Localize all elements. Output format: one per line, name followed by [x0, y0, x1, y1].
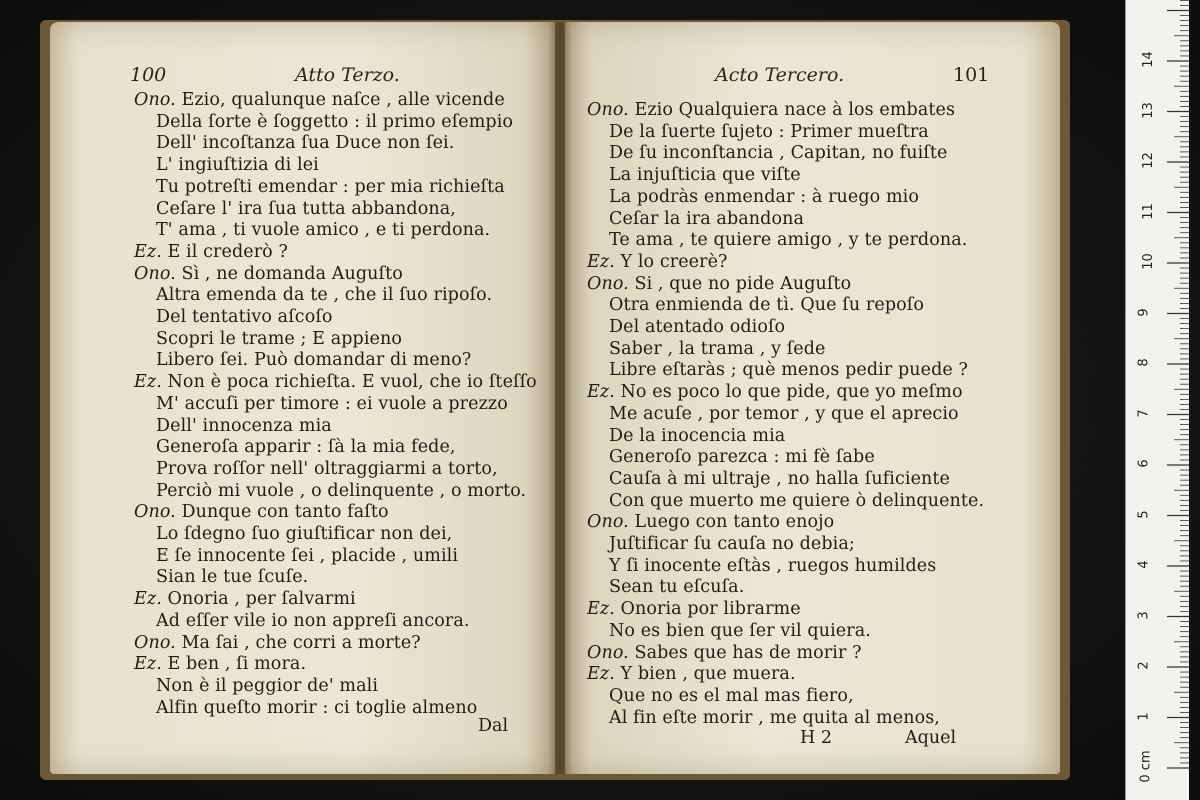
speaker-label: Ez.	[587, 251, 615, 272]
verse-text: Sabes que has de morir ?	[628, 642, 862, 663]
verse-text: Y bien , que muera.	[614, 664, 796, 685]
text-line	[156, 611, 470, 631]
verse-text: Generoſo parezca : mi fè ſabe	[609, 447, 875, 468]
ruler-label: 14	[1140, 51, 1156, 68]
verse-text: Sean tu eſcuſa.	[609, 577, 745, 598]
speaker-label: Ono.	[134, 90, 176, 110]
text-line	[587, 382, 963, 402]
text-line	[156, 177, 505, 197]
text-line	[609, 491, 984, 511]
verse-text: Del atentado odioſo	[609, 317, 786, 337]
text-line	[156, 546, 458, 566]
verse-text: No es poco lo que pide, que yo meſmo	[614, 382, 963, 403]
verse-text: Lo ſdegno ſuo giuſtificar non dei,	[156, 524, 453, 544]
right-signature-mark: H 2	[800, 728, 832, 748]
text-line	[156, 416, 332, 436]
text-line	[609, 447, 875, 467]
text-line	[609, 426, 785, 446]
verse-text: Con que muerto me quiere ò delinquente.	[609, 490, 985, 511]
verse-text: No es bien que ſer vil quiera.	[609, 620, 871, 641]
right-catchword: Aquel	[905, 728, 957, 748]
verse-text: Dell' incoſtanza ſua Duce non ſei.	[156, 133, 455, 154]
verse-text: Della ſorte è ſoggetto : il primo eſempio	[156, 111, 514, 132]
text-line	[609, 360, 968, 380]
verse-text: Saber , la trama , y ſede	[609, 338, 826, 359]
text-line	[609, 469, 950, 489]
speaker-label: Ono.	[134, 263, 176, 284]
left-page	[50, 22, 555, 774]
text-line	[587, 274, 851, 294]
text-line	[156, 698, 477, 718]
verse-text: La injuſticia que viſte	[609, 165, 801, 186]
text-line	[156, 350, 471, 370]
text-line	[134, 242, 288, 262]
measurement-ruler	[1125, 0, 1189, 800]
text-line	[609, 708, 940, 728]
text-line	[609, 230, 967, 250]
text-line	[587, 664, 796, 684]
verse-text: Dunque con tanto faſto	[175, 502, 389, 523]
speaker-label: Ono.	[587, 100, 629, 120]
text-line	[134, 372, 537, 392]
text-line	[156, 481, 526, 501]
verse-text: Otra enmienda de tì. Que ſu repoſo	[609, 295, 924, 316]
text-line	[587, 100, 955, 120]
verse-text: Libero ſei. Può domandar di meno?	[156, 350, 472, 371]
text-line	[156, 437, 456, 457]
text-line	[156, 394, 508, 414]
verse-text: De ſu inconſtancia , Capitan, no fuiſte	[609, 143, 948, 164]
verse-text: Que no es el mal mas fiero,	[609, 685, 854, 706]
speaker-label: Ez.	[587, 382, 615, 403]
speaker-label: Ez.	[134, 372, 162, 393]
text-line	[587, 599, 801, 619]
verse-text: Onoria por librarme	[614, 599, 801, 620]
speaker-label: Ono.	[587, 273, 629, 294]
speaker-label: Ono.	[587, 512, 629, 533]
verse-text: Te ama , te quiere amigo , y te perdona.	[609, 230, 968, 251]
verse-text: Tu potreſti emendar : per mia richieſta	[156, 176, 505, 197]
text-line	[609, 339, 826, 359]
verse-text: Onoria , per ſalvarmi	[161, 589, 356, 610]
left-running-head: Atto Terzo.	[295, 64, 400, 86]
speaker-label: Ez.	[134, 241, 162, 262]
text-line	[134, 633, 421, 653]
ruler-label: 1	[1136, 711, 1152, 721]
verse-text: Al fin eſte morir , me quita al menos,	[609, 707, 940, 728]
verse-text: Juſtificar ſu cauſa no debia;	[609, 534, 855, 554]
verse-text: Dell' innocenza mia	[156, 415, 332, 436]
verse-text: L' ingiuſtizia di lei	[156, 155, 319, 176]
verse-text: Sian le tue ſcuſe.	[156, 567, 309, 588]
speaker-label: Ez.	[134, 589, 162, 610]
ruler-ticks	[1126, 0, 1189, 800]
text-line	[587, 512, 834, 532]
text-line	[609, 187, 919, 207]
verse-text: La podràs enmendar : à ruego mio	[609, 186, 919, 207]
verse-text: De la inocencia mia	[609, 425, 786, 446]
ruler-label: 11	[1140, 202, 1156, 220]
verse-text: Perciò mi vuole , o delinquente , o morto.	[156, 480, 527, 501]
ruler-label: 4	[1136, 560, 1152, 569]
ruler-label: 13	[1140, 101, 1156, 119]
text-line	[609, 165, 801, 185]
left-page-number: 100	[130, 64, 167, 86]
ruler-label: 10	[1140, 253, 1156, 270]
text-line	[134, 502, 389, 522]
verse-text: Generoſa apparir : ſà la mia fede,	[156, 437, 456, 458]
right-page-number: 101	[953, 64, 990, 86]
text-line	[156, 307, 333, 327]
verse-text: Ad eſſer vile io non appreſi ancora.	[156, 610, 470, 631]
verse-text: Prova roſſor nell' oltraggiarmi a torto,	[156, 458, 498, 479]
speaker-label: Ez.	[134, 654, 162, 675]
ruler-label: 5	[1136, 509, 1152, 519]
text-line	[587, 643, 862, 663]
verse-text: Non è il peggior de' mali	[156, 675, 379, 696]
text-line	[156, 676, 378, 696]
text-line	[609, 577, 744, 597]
book-gutter	[548, 22, 572, 774]
verse-text: Sì , ne domanda Auguſto	[175, 263, 403, 284]
ruler-label: 9	[1136, 307, 1152, 317]
text-line	[156, 459, 498, 479]
text-line	[156, 567, 308, 587]
verse-text: Libre eſtaràs ; què menos pedir puede ?	[609, 360, 969, 381]
text-line	[609, 295, 924, 315]
speaker-label: Ono.	[587, 642, 629, 663]
text-line	[134, 654, 306, 674]
verse-text: Cauſa à mi ultraje , no halla ſuficiente	[609, 468, 950, 489]
text-line	[134, 264, 403, 284]
verse-text: Ezio Qualquiera nace à los embates	[628, 100, 956, 120]
speaker-label: Ez.	[587, 664, 615, 685]
left-catchword: Dal	[478, 716, 509, 736]
verse-text: De la ſuerte ſujeto : Primer mueſtra	[609, 121, 929, 142]
ruler-label: 8	[1136, 358, 1152, 367]
text-line	[156, 199, 456, 219]
speaker-label: Ez.	[587, 599, 615, 620]
text-line	[134, 90, 505, 110]
speaker-label: Ono.	[134, 632, 176, 653]
text-line	[609, 122, 929, 142]
verse-text: Ezio, qualunque naſce , alle vicende	[175, 90, 505, 110]
verse-text: Altra emenda da te , che il ſuo ripoſo.	[156, 285, 493, 306]
verse-text: Me acuſe , por temor , y que el aprecio	[609, 403, 959, 424]
text-line	[609, 404, 959, 424]
text-line	[609, 143, 947, 163]
verse-text: E ſe innocente ſei , placide , umili	[156, 545, 459, 566]
verse-text: Ceſar la ira abandona	[609, 208, 805, 229]
ruler-label: 0 cm	[1138, 750, 1154, 783]
text-line	[156, 329, 402, 349]
verse-text: Si , que no pide Auguſto	[628, 273, 852, 294]
verse-text: Del tentativo aſcoſo	[156, 307, 333, 327]
text-line	[156, 524, 452, 544]
ruler-label: 6	[1136, 459, 1152, 468]
ruler-label: 12	[1140, 152, 1156, 169]
text-line	[156, 133, 454, 153]
verse-text: T' ama , ti vuole amico , e ti perdona.	[156, 220, 491, 241]
text-line	[609, 556, 936, 576]
verse-text: Ceſare l' ira ſua tutta abbandona,	[156, 198, 456, 219]
verse-text: M' accuſi per timore : ei vuole a prezzo	[156, 393, 508, 414]
verse-text: Luego con tanto enojo	[628, 512, 835, 533]
text-line	[609, 686, 854, 706]
verse-text: Non è poca richieſta. E vuol, che io ſteſſo	[161, 372, 537, 393]
right-running-head: Acto Tercero.	[715, 64, 845, 86]
text-line	[156, 112, 513, 132]
text-line	[156, 285, 492, 305]
verse-text: Y lo creerè?	[614, 251, 728, 272]
verse-text: Ma ſai , che corri a morte?	[175, 632, 421, 653]
ruler-label: 2	[1136, 661, 1152, 670]
verse-text: Alfin queſto morir : ci toglie almeno	[156, 697, 478, 718]
verse-text: Y ſi inocente eſtàs , ruegos humildes	[609, 555, 937, 576]
speaker-label: Ono.	[134, 502, 176, 523]
text-line	[587, 252, 728, 272]
right-page	[565, 22, 1060, 774]
verse-text: E il crederò ?	[161, 241, 288, 262]
ruler-label: 7	[1136, 408, 1152, 418]
text-line	[609, 621, 871, 641]
ruler-label: 3	[1136, 610, 1152, 620]
verse-text: E ben , ſi mora.	[161, 654, 307, 675]
text-line	[134, 589, 356, 609]
text-line	[156, 155, 319, 175]
text-line	[156, 220, 490, 240]
text-line	[609, 209, 804, 229]
verse-text: Scopri le trame ; E appieno	[156, 328, 403, 349]
text-line	[609, 317, 785, 337]
text-line	[609, 534, 855, 554]
